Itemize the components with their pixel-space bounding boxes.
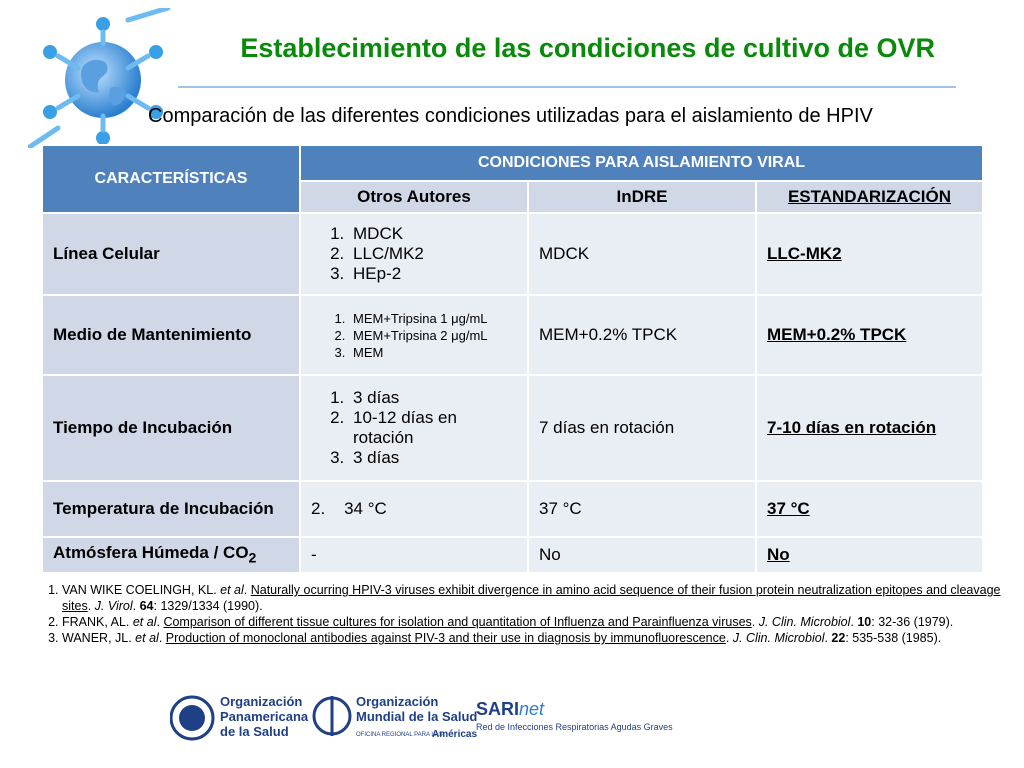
- footer-logos: [170, 690, 770, 750]
- std-value: 37 °C: [767, 499, 810, 518]
- header-characteristics: CARACTERÍSTICAS: [42, 145, 300, 213]
- row-label-text: Atmósfera Húmeda / CO: [53, 543, 249, 563]
- list-item: 1. MDCK: [349, 224, 517, 244]
- cell-std: [756, 213, 983, 295]
- page-subtitle: Comparación de las diferentes condiciones utilizadas para el aislamiento de HPIV: [148, 105, 873, 127]
- sarinet-net: net: [519, 699, 545, 719]
- header-conditions: CONDICIONES PARA AISLAMIENTO VIRAL: [300, 145, 983, 181]
- subheader-standardization: [756, 181, 983, 213]
- oms-americas: Américas: [432, 729, 478, 740]
- ops-name-1: Organización: [220, 694, 303, 709]
- std-value: No: [767, 545, 790, 564]
- row-label: [42, 537, 300, 573]
- row-label-subscript: 2: [248, 550, 257, 567]
- cell-indre: MEM+0.2% TPCK: [528, 295, 756, 375]
- table-row: [42, 295, 983, 375]
- ops-logo: [171, 694, 309, 739]
- table-row: [42, 481, 983, 537]
- subheader-std-label: ESTANDARIZACIÓN: [787, 187, 952, 206]
- list-item: 2. 10-12 días en rotación: [349, 408, 517, 448]
- cell-indre: MDCK: [528, 213, 756, 295]
- table-row: [42, 375, 983, 481]
- ops-name-3: de la Salud: [220, 724, 289, 739]
- table-row: [42, 213, 983, 295]
- row-label: Línea Celular: [42, 213, 300, 295]
- row-label: Temperatura de Incubación: [42, 481, 300, 537]
- list-item: 3. HEp-2: [349, 264, 517, 284]
- cell-std: [756, 375, 983, 481]
- list-item: 2. MEM+Tripsina 2 μg/mL: [349, 327, 517, 344]
- cell-indre: 7 días en rotación: [528, 375, 756, 481]
- cell-others: [300, 481, 528, 537]
- std-value: MEM+0.2% TPCK: [767, 325, 907, 344]
- ops-name-2: Panamericana: [220, 709, 309, 724]
- reference-item: 3. WANER, JL. et al. Production of monoclonal antibodies against PIV-3 and their use in diagnosis by immunofluorescence. J. Clin. Microbiol. 22: 535-538 (1985).: [62, 630, 1022, 646]
- cell-indre: 37 °C: [528, 481, 756, 537]
- cell-others: -: [300, 537, 528, 573]
- list-item: 34 °C: [344, 499, 387, 518]
- cell-indre: No: [528, 537, 756, 573]
- oms-logo: [314, 694, 477, 740]
- cell-std: [756, 537, 983, 573]
- std-value: LLC-MK2: [767, 244, 842, 263]
- table-row: [42, 537, 983, 573]
- oms-name-1: Organización: [356, 694, 439, 709]
- subheader-indre: InDRE: [528, 181, 756, 213]
- list-item: 1. 3 días: [349, 388, 517, 408]
- conditions-table: [41, 144, 984, 574]
- cell-std: [756, 481, 983, 537]
- cell-others: [300, 213, 528, 295]
- oms-name-2: Mundial de la Salud: [356, 709, 478, 724]
- list-item: 1. MEM+Tripsina 1 μg/mL: [349, 310, 517, 327]
- svg-text:SARInet: [476, 699, 545, 719]
- row-label: Tiempo de Incubación: [42, 375, 300, 481]
- sarinet-description: Red de Infecciones Respiratorias Agudas Graves: [476, 722, 673, 732]
- list-item: 3. 3 días: [349, 448, 517, 468]
- title-divider: [178, 86, 956, 88]
- reference-item: 1. VAN WIKE COELINGH, KL. et al. Naturally ocurring HPIV-3 viruses exhibit divergence in amino acid sequence of their fusion protein neutralization epitopes and cleavage sites. J. Virol. 64: 1329/1334 (1990).: [62, 582, 1022, 614]
- list-item: 3. MEM: [349, 344, 517, 361]
- sarinet-sari: SARI: [476, 699, 520, 719]
- cell-others: [300, 295, 528, 375]
- row-label: Medio de Mantenimiento: [42, 295, 300, 375]
- cell-others: [300, 375, 528, 481]
- oms-region: OFICINA REGIONAL PARA LAS: [356, 732, 443, 738]
- sarinet-logo: [476, 699, 673, 732]
- list-number: 2.: [311, 499, 326, 518]
- std-value: 7-10 días en rotación: [767, 418, 937, 437]
- reference-item: 2. FRANK, AL. et al. Comparison of different tissue cultures for isolation and quantitation of Influenza and Parainfluenza viruses. J. Clin. Microbiol. 10: 32-36 (1979).: [62, 614, 1022, 630]
- page-title: Establecimiento de las condiciones de cultivo de OVR: [240, 33, 935, 63]
- cell-std: [756, 295, 983, 375]
- subheader-others: Otros Autores: [300, 181, 528, 213]
- list-item: 2. LLC/MK2: [349, 244, 517, 264]
- references-list: [32, 582, 1022, 646]
